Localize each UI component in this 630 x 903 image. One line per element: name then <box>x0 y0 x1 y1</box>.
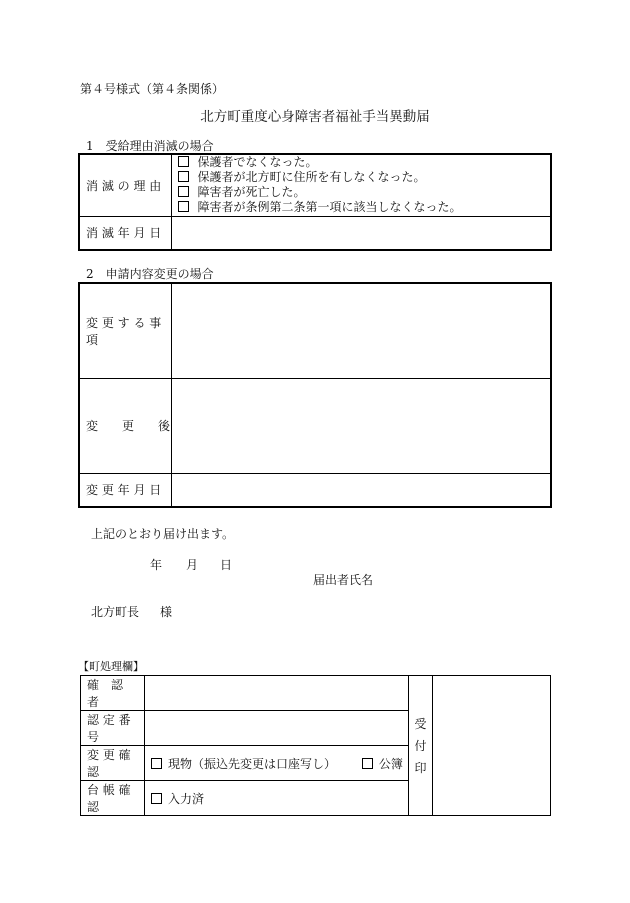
change-check-label: 変 更 確 認 <box>81 746 145 781</box>
date-year: 年 <box>150 558 163 572</box>
ledger-check-option-entered: 入力済 <box>168 791 205 806</box>
reason-option[interactable]: 障害者が死亡した。 <box>172 185 551 200</box>
receipt-stamp-label: 受 付 印 <box>409 676 433 816</box>
checkbox-icon[interactable] <box>178 156 189 167</box>
change-table <box>78 282 552 508</box>
change-check-option-koubo: 公簿 <box>378 756 403 771</box>
change-after-row <box>79 378 551 473</box>
change-date-label: 変 更 年 月 日 <box>79 473 171 507</box>
ledger-check-label: 台 帳 確 認 <box>81 781 145 816</box>
checkbox-icon[interactable] <box>178 201 189 212</box>
confirmer-field[interactable] <box>145 676 409 711</box>
cert-number-label: 認 定 番 号 <box>81 711 145 746</box>
termination-date-label: 消 滅 年 月 日 <box>79 216 171 250</box>
reason-option[interactable]: 障害者が条例第二条第一項に該当しなくなった。 <box>172 200 551 215</box>
confirmer-label: 確 認 者 <box>81 676 145 711</box>
change-check-option-genbutsu: 現物（振込先変更は口座写し） <box>168 756 337 771</box>
termination-reason-label: 消 滅 の 理 由 <box>79 154 171 216</box>
office-use-table <box>80 675 551 816</box>
checkbox-icon[interactable] <box>178 171 189 182</box>
section1-heading: 1 受給理由消滅の場合 <box>86 139 214 153</box>
applicant-name-label: 届出者氏名 <box>313 573 374 587</box>
termination-table <box>78 153 552 251</box>
form-number: 第４号様式（第４条関係） <box>80 82 225 96</box>
termination-date-row <box>79 216 551 250</box>
addressee-mayor: 北方町長 <box>91 605 140 619</box>
change-item-label: 変 更 す る 事 項 <box>79 283 171 378</box>
ledger-check-options <box>145 781 409 816</box>
change-item-field[interactable] <box>171 283 551 378</box>
reason-option[interactable]: 保護者が北方町に住所を有しなくなった。 <box>172 170 551 185</box>
checkbox-icon[interactable] <box>178 186 189 197</box>
addressee-sama: 様 <box>160 605 173 619</box>
checkbox-icon[interactable] <box>151 793 162 804</box>
date-day: 日 <box>220 558 233 572</box>
change-check-options <box>145 746 409 781</box>
cert-number-field[interactable] <box>145 711 409 746</box>
change-after-label: 変 更 後 <box>79 378 171 473</box>
page-title: 北方町重度心身障害者福祉手当異動届 <box>200 109 430 125</box>
office-row-confirmer <box>81 676 551 711</box>
office-use-heading: 【町処理欄】 <box>78 660 144 673</box>
change-date-field[interactable] <box>171 473 551 507</box>
termination-reason-options <box>171 154 551 216</box>
termination-reason-row <box>79 154 551 216</box>
reason-option[interactable]: 保護者でなくなった。 <box>172 155 551 170</box>
date-month: 月 <box>186 558 199 572</box>
change-item-row <box>79 283 551 378</box>
termination-date-field[interactable] <box>171 216 551 250</box>
checkbox-icon[interactable] <box>362 758 373 769</box>
change-after-field[interactable] <box>171 378 551 473</box>
statement-text: 上記のとおり届け出ます。 <box>91 527 235 541</box>
change-date-row <box>79 473 551 507</box>
receipt-stamp-area <box>433 676 551 816</box>
checkbox-icon[interactable] <box>151 758 162 769</box>
section2-heading: 2 申請内容変更の場合 <box>86 267 214 281</box>
